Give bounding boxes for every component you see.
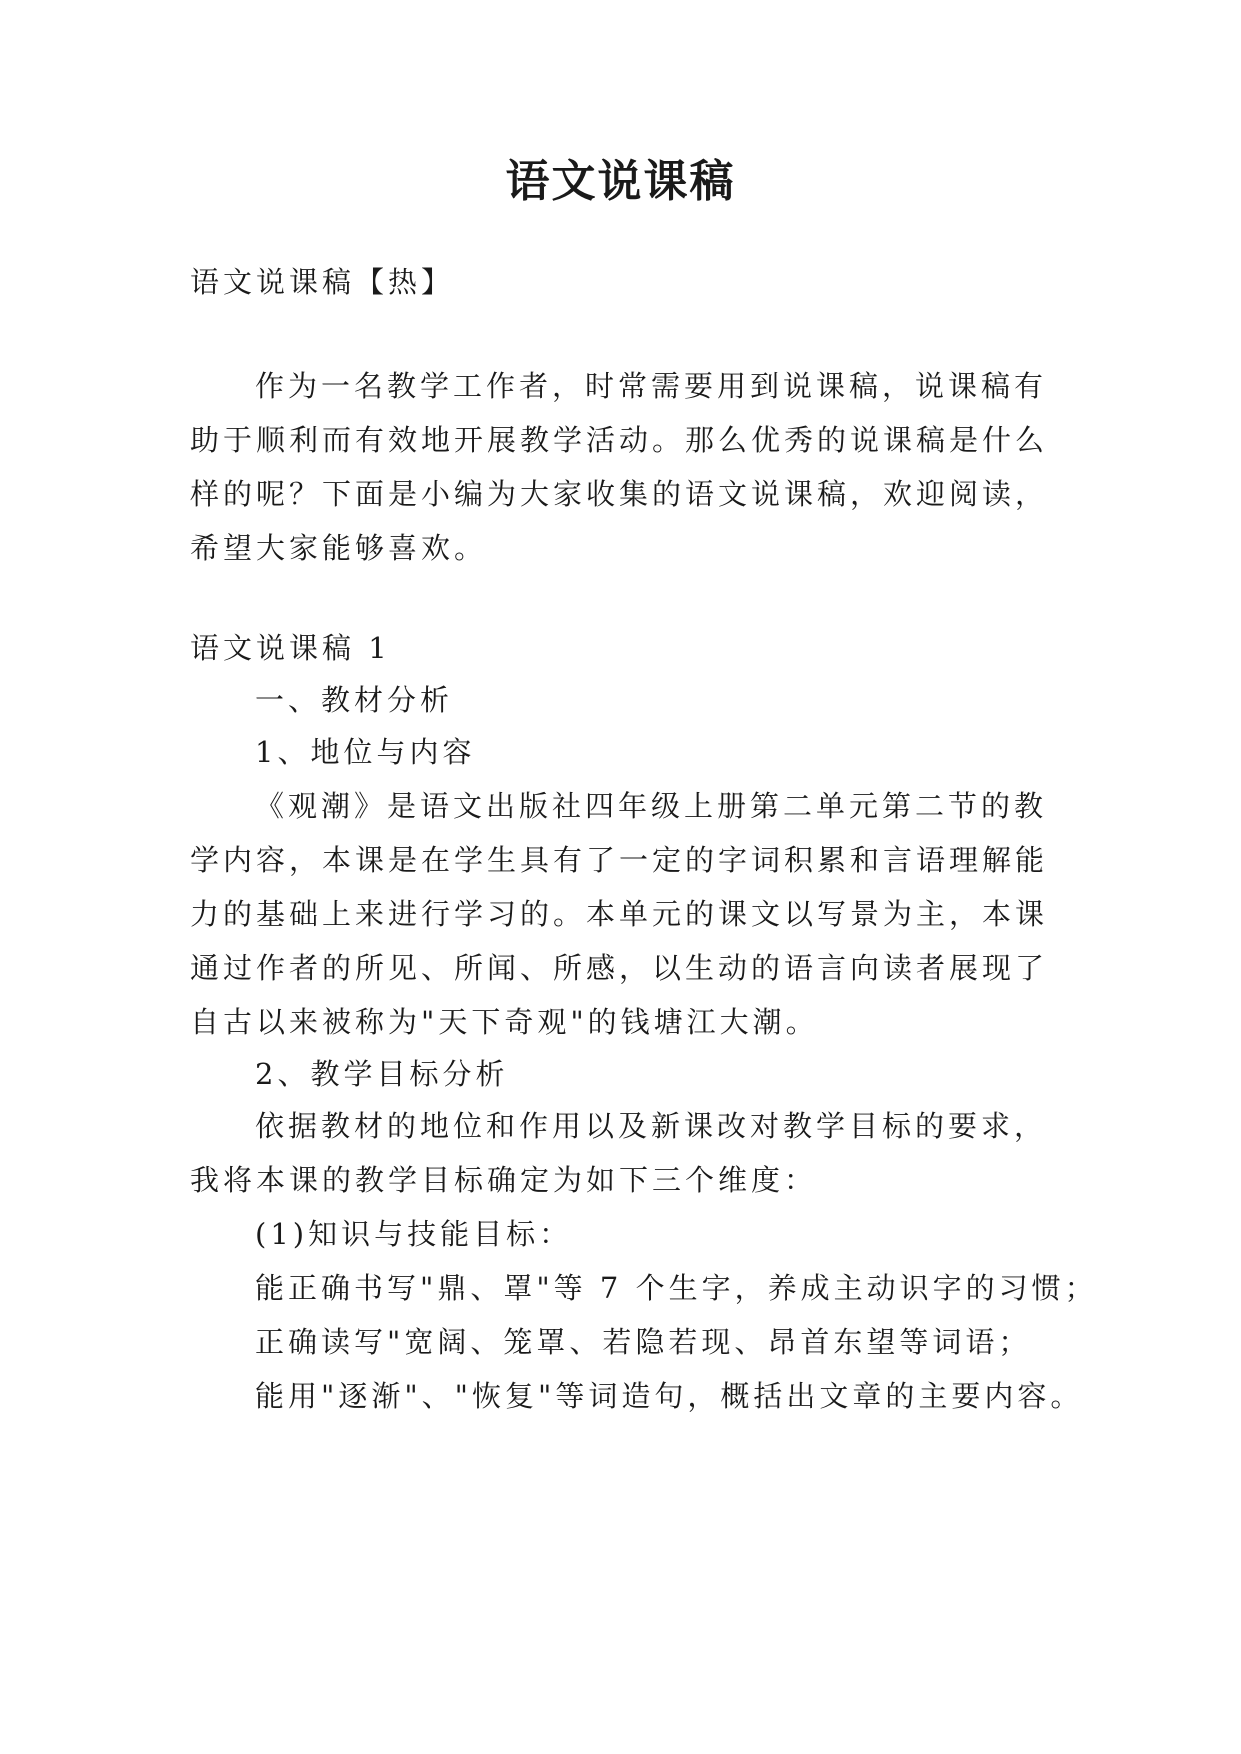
paragraph-line: 依据教材的地位和作用以及新课改对教学目标的要求， xyxy=(255,1109,1048,1143)
page-title: 语文说课稿 xyxy=(505,156,736,207)
paragraph-line: 我将本课的教学目标确定为如下三个维度： xyxy=(190,1163,818,1197)
intro-line-3: 样的呢？下面是小编为大家收集的语文说课稿，欢迎阅读， xyxy=(190,477,1049,511)
section-heading: 语文说课稿 1 xyxy=(190,631,391,665)
paragraph-line: 自古以来被称为"天下奇观"的钱塘江大潮。 xyxy=(190,1005,819,1039)
goal-heading-knowledge-skills: (1)知识与技能目标： xyxy=(255,1217,573,1251)
paragraph-line: 《观潮》是语文出版社四年级上册第二单元第二节的教 xyxy=(255,789,1048,823)
intro-line-1: 作为一名教学工作者，时常需要用到说课稿，说课稿有 xyxy=(255,369,1048,403)
item-heading-teaching-goals: 2、教学目标分析 xyxy=(255,1057,509,1091)
intro-line-2: 助于顺利而有效地开展教学活动。那么优秀的说课稿是什么 xyxy=(190,423,1049,457)
intro-line-4: 希望大家能够喜欢。 xyxy=(190,531,488,565)
item-heading-position-content: 1、地位与内容 xyxy=(255,735,476,769)
part-heading-textbook-analysis: 一、教材分析 xyxy=(255,683,454,717)
goal-line: 能用"逐渐"、"恢复"等词造句，概括出文章的主要内容。 xyxy=(255,1379,1084,1413)
paragraph-line: 通过作者的所见、所闻、所感，以生动的语言向读者展现了 xyxy=(190,951,1049,985)
paragraph-line: 力的基础上来进行学习的。本单元的课文以写景为主，本课 xyxy=(190,897,1049,931)
document-subtitle: 语文说课稿【热】 xyxy=(190,265,455,299)
goal-line: 正确读写"宽阔、笼罩、若隐若现、昂首东望等词语； xyxy=(255,1325,1032,1359)
goal-line: 能正确书写"鼎、罩"等 7 个生字，养成主动识字的习惯； xyxy=(255,1271,1098,1305)
paragraph-line: 学内容，本课是在学生具有了一定的字词积累和言语理解能 xyxy=(190,843,1049,877)
